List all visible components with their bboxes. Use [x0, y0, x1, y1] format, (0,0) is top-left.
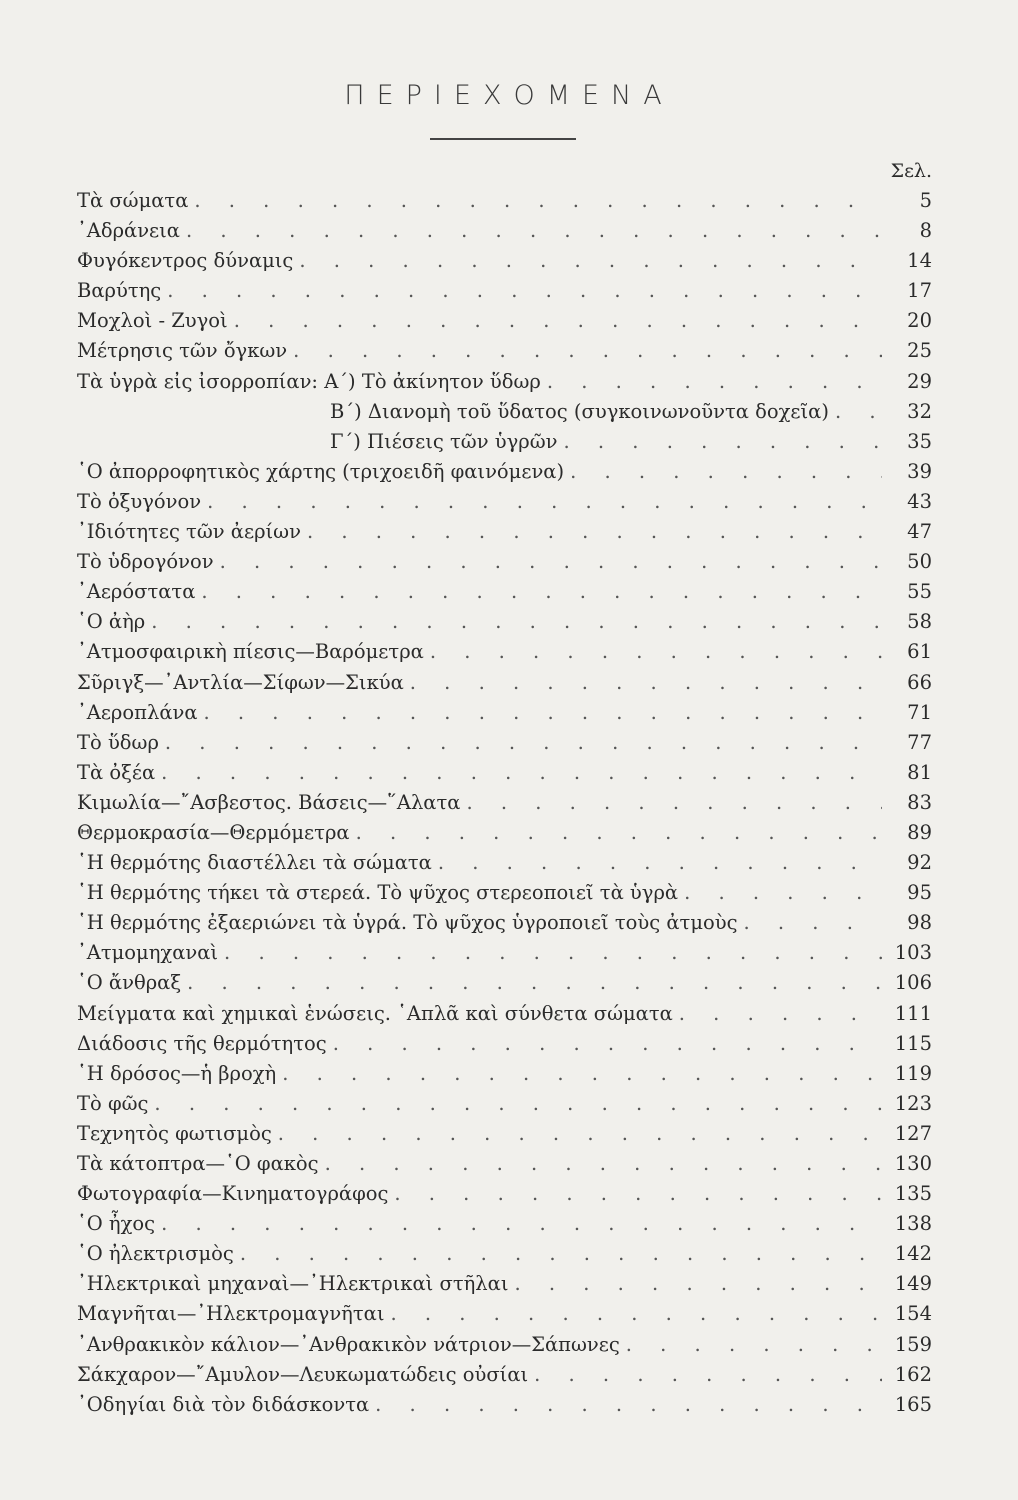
dot-leader	[835, 397, 882, 427]
toc-entry-page: 142	[894, 1242, 932, 1266]
dot-leader	[325, 1149, 882, 1179]
toc-entry-title: Φωτογραφία—Κινηματογράφος	[77, 1182, 389, 1206]
toc-entry-title: ᾿Ηλεκτρικαὶ μηχαναὶ—᾿Ηλεκτρικαὶ στῆλαι	[77, 1272, 509, 1296]
toc-entry	[77, 607, 932, 637]
toc-entry	[77, 728, 932, 758]
toc-entry-page: 61	[907, 640, 932, 664]
toc-entry-page: 71	[907, 700, 932, 724]
dot-leader	[390, 1299, 882, 1329]
toc-entry-title: Τὸ ὕδωρ	[77, 730, 159, 754]
toc-entry	[77, 1390, 932, 1420]
dot-leader	[204, 698, 882, 728]
dot-leader	[679, 999, 882, 1029]
toc-entry-page: 162	[894, 1362, 932, 1386]
toc-entry-page: 5	[919, 189, 932, 212]
dot-leader	[161, 758, 882, 788]
toc-entry	[77, 487, 932, 517]
toc-entry	[77, 668, 932, 698]
toc-entry	[77, 758, 932, 788]
dot-leader	[307, 517, 882, 547]
toc-entry-page: 81	[907, 760, 932, 784]
toc-entry-page: 89	[907, 820, 932, 844]
toc-entry	[77, 1089, 932, 1119]
toc-entry-page: 119	[894, 1061, 932, 1085]
toc-entry-title: Τὰ σώματα	[77, 189, 189, 212]
toc-entry	[77, 1330, 932, 1360]
dot-leader	[167, 276, 882, 306]
toc-entry-title: Σάκχαρον—῎Αμυλον—Λευκωματώδεις οὐσίαι	[77, 1362, 529, 1386]
dot-leader	[744, 908, 882, 938]
dot-leader	[564, 427, 883, 457]
toc-entry	[77, 1149, 932, 1179]
toc-entry-title: ᾿Ιδιότητες τῶν ἀερίων	[77, 520, 301, 544]
toc-entry-page: 58	[907, 610, 932, 634]
dot-leader	[299, 246, 882, 276]
toc-entry	[77, 517, 932, 547]
toc-entry-page: 32	[907, 399, 932, 423]
toc-entry	[77, 1209, 932, 1239]
toc-entry-page: 111	[894, 1001, 932, 1025]
title-underline	[430, 138, 576, 140]
toc-entry-title: Θερμοκρασία—Θερμόμετρα	[77, 820, 350, 844]
toc-entry-title: ᾿Αερόστατα	[77, 580, 196, 604]
dot-leader	[438, 848, 882, 878]
dot-leader	[375, 1390, 882, 1420]
toc-entry-title: ῾Η θερμότης τήκει τὰ στερεά. Τὸ ψῦχος στερεοποιεῖ τὰ ὑγρὰ	[77, 881, 679, 905]
toc-entry-title: Τεχνητὸς φωτισμὸς	[77, 1121, 272, 1145]
dot-leader	[410, 668, 882, 698]
toc-entry	[77, 938, 932, 968]
toc-entry-page: 123	[894, 1091, 932, 1115]
toc-entry	[77, 698, 932, 728]
toc-entry-page: 127	[894, 1121, 932, 1145]
dot-leader	[282, 1059, 882, 1089]
toc-entry	[77, 1360, 932, 1390]
toc-entry-title: ᾿Ατμομηχαναὶ	[77, 941, 219, 965]
toc-entry	[77, 457, 932, 487]
toc-entry-page: 92	[907, 851, 932, 875]
dot-leader	[466, 788, 882, 818]
toc-entry-page: 98	[907, 911, 932, 935]
toc-entry-page: 25	[907, 339, 932, 363]
toc-entry	[77, 788, 932, 818]
dot-leader	[234, 306, 882, 336]
dot-leader	[194, 186, 882, 216]
toc-entry-title: ᾿Ανθρακικὸν κάλιον—᾿Ανθρακικὸν νάτριον—Σάπωνες	[77, 1332, 620, 1356]
toc-entry-title: ᾿Ατμοσφαιρικὴ πίεσις—Βαρόμετρα	[77, 640, 424, 664]
toc-entry-title: ᾿Οδηγίαι διὰ τὸν διδάσκοντα	[77, 1392, 370, 1416]
toc-entry-title: Σῦριγξ—᾿Αντλία—Σίφων—Σικύα	[77, 670, 404, 694]
toc-entry-page: 135	[894, 1182, 932, 1206]
toc-entry-page: 50	[907, 550, 932, 574]
toc-entry-title: ῾Ο ἄνθραξ	[77, 971, 182, 995]
toc-entry-title: Μοχλοὶ - Ζυγοὶ	[77, 309, 228, 333]
toc-entry-title: ῾Η θερμότης διαστέλλει τὰ σώματα	[77, 851, 432, 875]
dot-leader	[165, 728, 882, 758]
toc-entry-page: 95	[907, 881, 932, 905]
toc-entry-page: 39	[907, 459, 932, 483]
toc-entry-title: Β΄) Διανομὴ τοῦ ὕδατος (συγκοινωνοῦντα δοχεῖα)	[330, 399, 829, 423]
toc-entry-page: 130	[894, 1152, 932, 1175]
dot-leader	[430, 637, 882, 667]
toc-entry	[77, 848, 932, 878]
toc-entry-page: 159	[894, 1332, 932, 1356]
dot-leader	[547, 367, 882, 397]
toc-entry-page: 20	[907, 309, 932, 333]
toc-entry-title: Βαρύτης	[77, 279, 162, 303]
toc-entry-page: 103	[894, 941, 932, 965]
toc-entry-page: 17	[907, 279, 932, 303]
toc-entry-page: 83	[907, 790, 932, 814]
dot-leader	[684, 878, 882, 908]
toc-entry	[77, 968, 932, 998]
toc-entry-title: Μαγνῆται—᾿Ηλεκτρομαγνῆται	[77, 1302, 385, 1326]
toc-entry-page: 55	[907, 580, 932, 604]
toc-entry-title: ῾Ο ἦχος	[77, 1212, 156, 1236]
dot-leader	[220, 547, 882, 577]
toc-entry-title: Τὰ κάτοπτρα—῾Ο φακὸς	[77, 1152, 319, 1175]
dot-leader	[207, 487, 882, 517]
dot-leader	[394, 1179, 882, 1209]
dot-leader	[187, 968, 882, 998]
dot-leader	[534, 1360, 882, 1390]
toc-entry-page: 8	[919, 219, 932, 243]
toc-entry-title: Τὰ ὑγρὰ εἰς ἰσορροπίαν: Α΄) Τὸ ἀκίνητον ὕδωρ	[77, 369, 541, 393]
toc-entry-page: 47	[907, 520, 932, 544]
toc-entry-title: Μέτρησις τῶν ὄγκων	[77, 339, 288, 363]
toc-entry-title: Τὰ ὀξέα	[77, 760, 156, 784]
toc-entry-page: 115	[894, 1031, 932, 1055]
table-of-contents	[77, 186, 932, 1420]
toc-entry	[77, 186, 932, 216]
toc-entry	[77, 547, 932, 577]
toc-entry-title: ῾Η δρόσος—ἡ βροχὴ	[77, 1061, 277, 1085]
toc-entry	[77, 427, 932, 457]
dot-leader	[201, 577, 882, 607]
toc-entry-title: Κιμωλία—῎Ασβεστος. Βάσεις—῞Αλατα	[77, 790, 461, 814]
dot-leader	[333, 1029, 882, 1059]
toc-entry-title: ᾿Αεροπλάνα	[77, 700, 198, 724]
toc-entry-title: Τὸ φῶς	[77, 1091, 149, 1115]
toc-entry-title: Τὸ ὑδρογόνον	[77, 550, 214, 574]
toc-entry-page: 43	[907, 489, 932, 513]
toc-entry	[77, 1269, 932, 1299]
toc-entry-title: Μείγματα καὶ χημικαὶ ἑνώσεις. ῾Απλᾶ καὶ σύνθετα σώματα	[77, 1001, 673, 1025]
toc-entry	[77, 1179, 932, 1209]
toc-entry-page: 106	[894, 971, 932, 995]
toc-entry-title: Φυγόκεντρος δύναμις	[77, 249, 294, 273]
dot-leader	[626, 1330, 882, 1360]
dot-leader	[151, 607, 882, 637]
toc-entry-title: ᾿Αδράνεια	[77, 219, 180, 243]
toc-entry	[77, 276, 932, 306]
dot-leader	[514, 1269, 882, 1299]
page-column-label: Σελ.	[890, 160, 932, 182]
toc-entry-title: ῾Η θερμότης ἐξαεριώνει τὰ ὑγρά. Τὸ ψῦχος ὑγροποιεῖ τοὺς ἀτμοὺς	[77, 911, 738, 935]
toc-entry	[77, 1299, 932, 1329]
toc-entry-page: 66	[907, 670, 932, 694]
toc-entry	[77, 216, 932, 246]
toc-entry-title: ῾Ο ἠλεκτρισμὸς	[77, 1242, 234, 1266]
dot-leader	[356, 818, 882, 848]
toc-entry	[77, 999, 932, 1029]
toc-entry	[77, 818, 932, 848]
toc-entry	[77, 397, 932, 427]
dot-leader	[224, 938, 882, 968]
toc-entry-title: ῾Ο ἀπορροφητικὸς χάρτης (τριχοειδῆ φαινόμενα)	[77, 459, 565, 483]
dot-leader	[293, 336, 882, 366]
dot-leader	[278, 1119, 882, 1149]
toc-entry-title: ῾Ο ἀὴρ	[77, 610, 146, 634]
page-title: ΠΕΡΙΕΧΟΜΕΝΑ	[344, 80, 674, 111]
toc-entry-page: 138	[894, 1212, 932, 1236]
toc-entry-title: Τὸ ὀξυγόνον	[77, 489, 202, 513]
toc-entry-page: 149	[894, 1272, 932, 1296]
toc-entry-title: Γ΄) Πιέσεις τῶν ὑγρῶν	[330, 429, 558, 453]
dot-leader	[186, 216, 882, 246]
toc-entry	[77, 336, 932, 366]
dot-leader	[240, 1239, 882, 1269]
toc-entry-page: 77	[907, 730, 932, 754]
toc-entry-page: 14	[907, 249, 932, 273]
dot-leader	[154, 1089, 882, 1119]
toc-entry-page: 35	[907, 429, 932, 453]
dot-leader	[161, 1209, 882, 1239]
toc-entry	[77, 577, 932, 607]
toc-entry	[77, 908, 932, 938]
toc-entry	[77, 878, 932, 908]
toc-entry-page: 154	[894, 1302, 932, 1326]
toc-entry-title: Διάδοσις τῆς θερμότητος	[77, 1031, 327, 1055]
toc-entry	[77, 1029, 932, 1059]
toc-entry-page: 29	[907, 369, 932, 393]
toc-entry	[77, 367, 932, 397]
toc-entry	[77, 306, 932, 336]
toc-entry	[77, 1119, 932, 1149]
toc-entry	[77, 1059, 932, 1089]
toc-entry-page: 165	[894, 1392, 932, 1416]
toc-entry	[77, 637, 932, 667]
toc-entry	[77, 1239, 932, 1269]
toc-entry	[77, 246, 932, 276]
dot-leader	[570, 457, 882, 487]
